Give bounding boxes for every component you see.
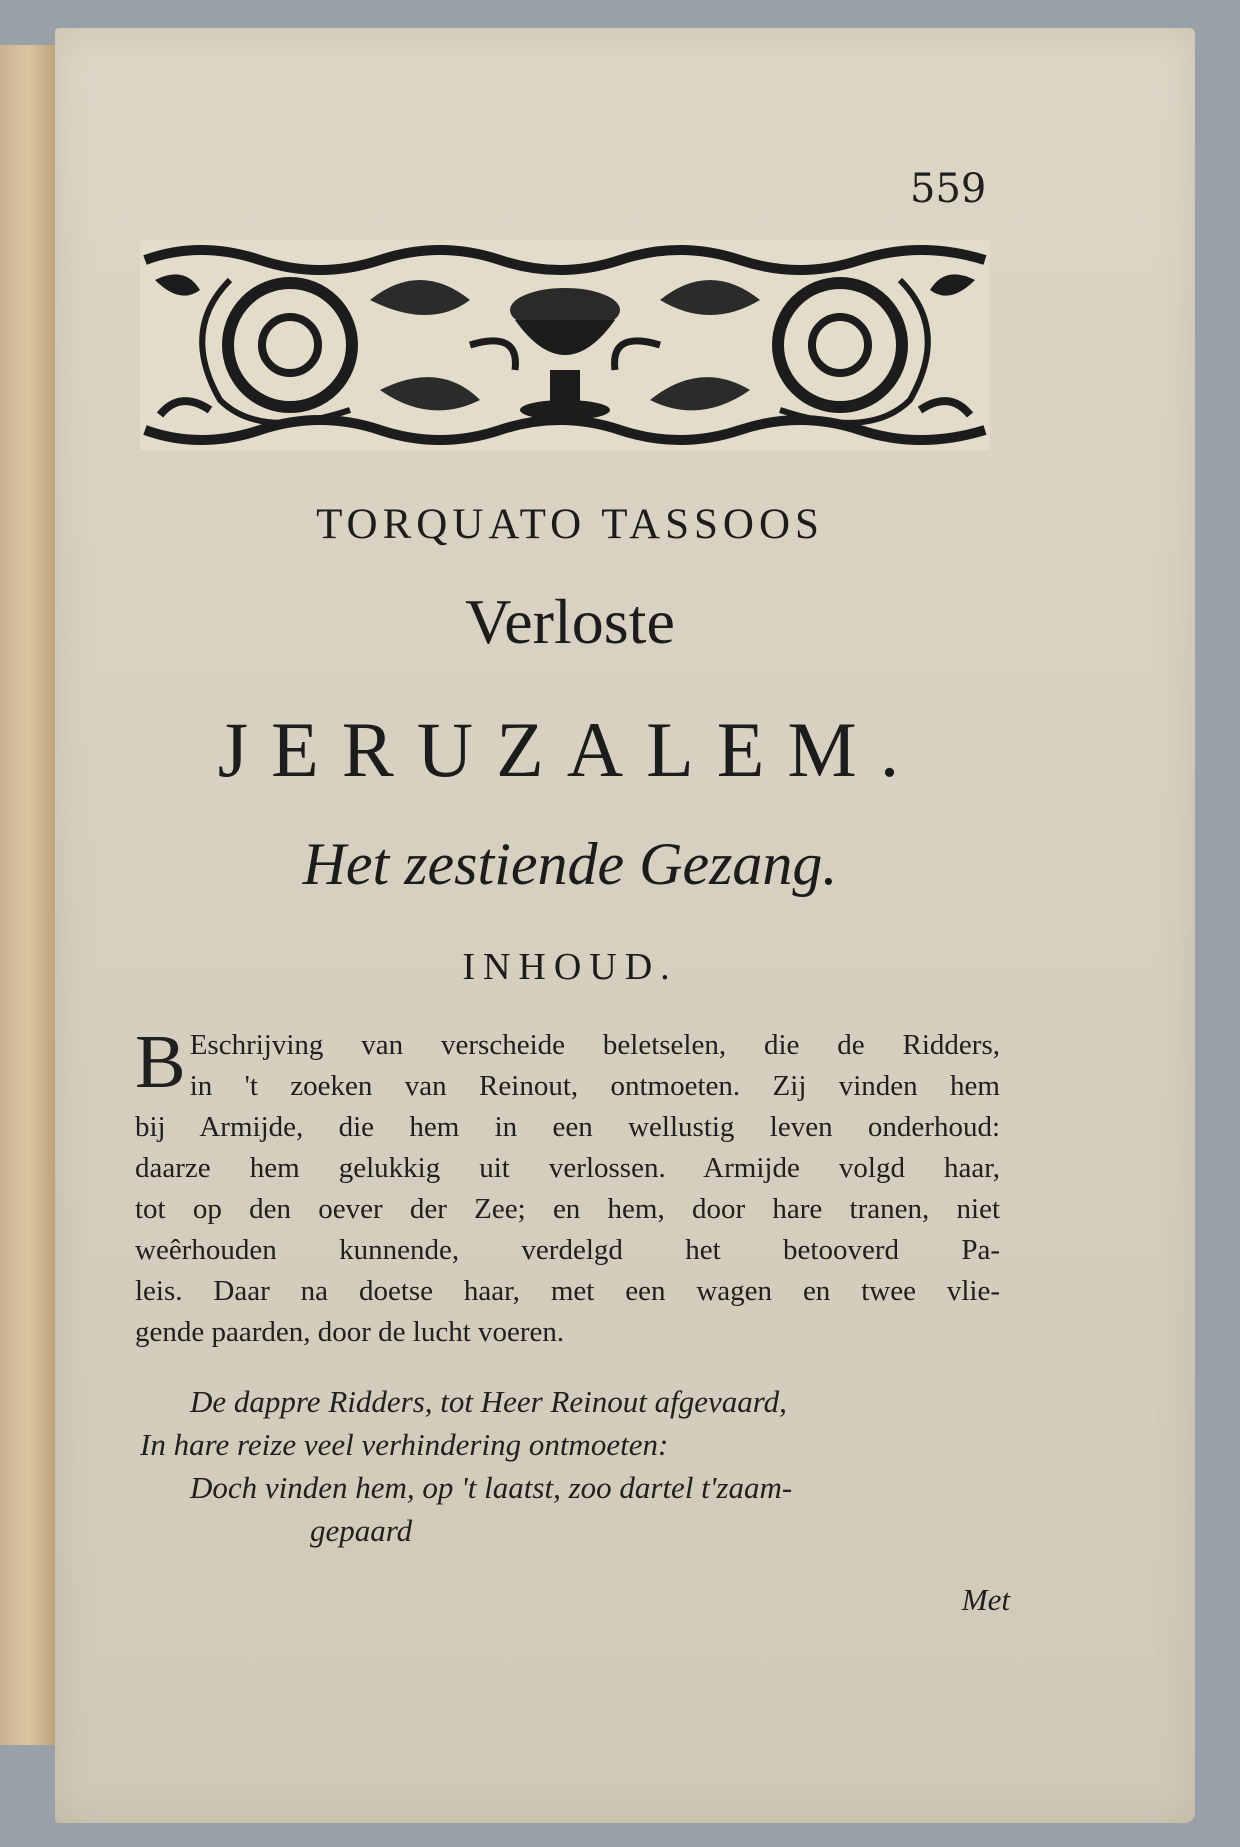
summary-line: weêrhouden kunnende, verdelgd het betooverd Pa- <box>135 1234 1000 1266</box>
verse-line: In hare reize veel verhindering ontmoeten: <box>140 1427 669 1462</box>
catchword: Met <box>961 1582 1010 1617</box>
verse-line: gepaard <box>310 1513 413 1548</box>
floral-ornament-icon <box>140 240 990 450</box>
verse-line: De dappre Ridders, tot Heer Reinout afgevaard, <box>190 1384 787 1419</box>
adjacent-page-edge <box>0 45 63 1745</box>
summary-line: gende paarden, door de lucht voeren. <box>135 1316 565 1348</box>
canto-heading: Het zestiende Gezang. <box>302 831 838 897</box>
work-title-line-1: Verloste <box>465 586 675 657</box>
summary-line: tot op den oever der Zee; en hem, door hare tranen, niet <box>135 1193 1000 1225</box>
work-title-line-2: JERUZALEM. <box>217 706 923 793</box>
summary-line: in 't zoeken van Reinout, ontmoeten. Zij vinden hem <box>189 1070 1000 1102</box>
summary-line: leis. Daar na doetse haar, met een wagen en twee vlie- <box>135 1275 1000 1307</box>
author-heading: TORQUATO TASSOOS <box>316 501 824 548</box>
summary-line: daarze hem gelukkig uit verlossen. Armijde volgd haar, <box>135 1152 1000 1184</box>
verse-argument <box>140 1380 1020 1552</box>
drop-cap: B <box>135 1020 186 1104</box>
section-heading: INHOUD. <box>462 946 678 988</box>
page-number: 559 <box>910 166 987 212</box>
summary-line: Eschrijving van verscheide beletselen, die de Ridders, <box>189 1029 1000 1061</box>
summary-paragraph <box>135 1020 1000 1353</box>
verse-line: Doch vinden hem, op 't laatst, zoo dartel t'zaam- <box>190 1470 793 1505</box>
summary-line: bij Armijde, die hem in een wellustig leven onderhoud: <box>135 1111 1000 1143</box>
woodcut-headpiece <box>140 240 990 450</box>
